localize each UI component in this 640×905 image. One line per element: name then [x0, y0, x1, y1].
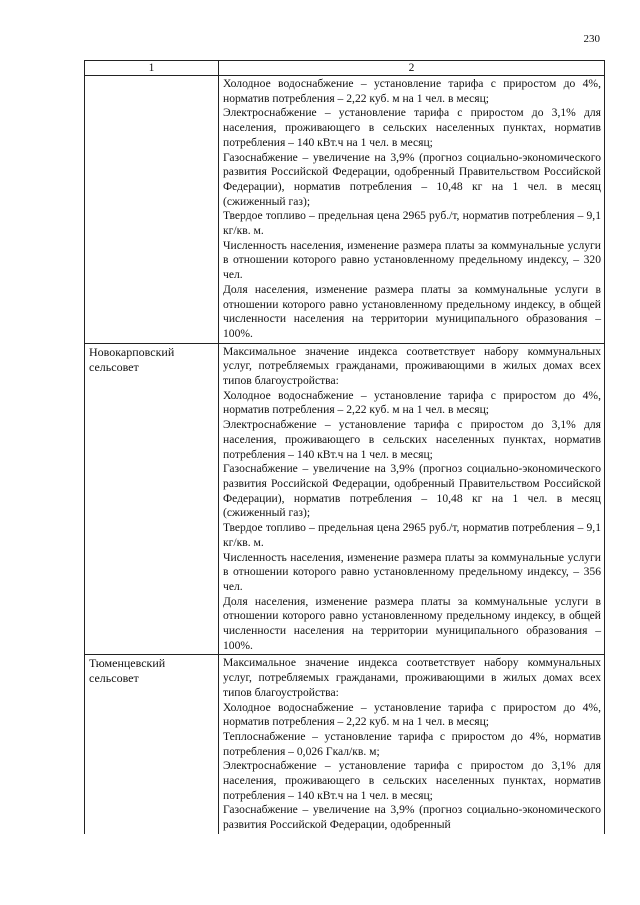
paragraph: Доля населения, изменение размера платы за коммунальные услуги в отношении которого равно установленному предельному индексу, в общей численности населения на территории муниципального образования – 100%.: [223, 282, 601, 340]
tariff-table: [84, 60, 605, 834]
paragraph: Газоснабжение – увеличение на 3,9% (прогноз социально-экономического развития Российской Федерации, одобренный Правительством Российской Федерации), норматив потребления – 10,48 кг на 1 чел. в месяц (сжиженный газ);: [223, 150, 601, 208]
indicator-description: [219, 76, 605, 344]
paragraph: Газоснабжение – увеличение на 3,9% (прогноз социально-экономического развития Российской Федерации, одобренный Правительством Российской Федерации), норматив потребления – 10,48 кг на 1 чел. в месяц (сжиженный газ);: [223, 462, 601, 520]
table-row: [85, 343, 605, 655]
paragraph: Теплоснабжение – установление тарифа с приростом до 4%, норматив потребления – 0,026 Гкал/кв. м;: [223, 729, 601, 758]
table-row: [85, 76, 605, 344]
paragraph: Максимальное значение индекса соответствует набору коммунальных услуг, потребляемых гражданами, проживающими в жилых домах всех типов благоустройства:: [223, 344, 601, 388]
municipality-name: [85, 76, 219, 344]
paragraph: Максимальное значение индекса соответствует набору коммунальных услуг, потребляемых гражданами, проживающими в жилых домах всех типов благоустройства:: [223, 656, 601, 699]
paragraph: Твердое топливо – предельная цена 2965 руб./т, норматив потребления – 9,1 кг/кв. м.: [223, 521, 601, 549]
table-header-row: [85, 61, 605, 76]
paragraph: Доля населения, изменение размера платы за коммунальные услуги в отношении которого равно установленному предельному индексу, в общей численности населения на территории муниципального образования – 100%.: [223, 594, 601, 652]
column-header-1: 1: [85, 61, 219, 76]
paragraph: Электроснабжение – установление тарифа с приростом до 3,1% для населения, проживающего в сельских населенных пунктах, норматив потребления – 140 кВт.ч на 1 чел. в месяц;: [223, 418, 601, 461]
indicator-description: [219, 655, 605, 834]
paragraph: Холодное водоснабжение – установление тарифа с приростом до 4%, норматив потребления – 2,22 куб. м на 1 чел. в месяц;: [223, 77, 601, 105]
indicator-description: [219, 343, 605, 655]
paragraph: Численность населения, изменение размера платы за коммунальные услуги в отношении которого равно установленному предельному индексу, – 320 чел.: [223, 238, 601, 282]
municipality-name: Новокарповский сельсовет: [85, 343, 219, 655]
table-row: [85, 655, 605, 834]
paragraph: Электроснабжение – установление тарифа с приростом до 3,1% для населения, проживающего в сельских населенных пунктах, норматив потребления – 140 кВт.ч на 1 чел. в месяц;: [223, 106, 601, 149]
paragraph: Электроснабжение – установление тарифа с приростом до 3,1% для населения, проживающего в сельских населенных пунктах, норматив потребления – 140 кВт.ч на 1 чел. в месяц;: [223, 759, 601, 802]
municipality-name: Тюменцевский сельсовет: [85, 655, 219, 834]
page-number: 230: [583, 33, 600, 45]
paragraph: Численность населения, изменение размера платы за коммунальные услуги в отношении которого равно установленному предельному индексу, – 356 чел.: [223, 550, 601, 593]
paragraph: Холодное водоснабжение – установление тарифа с приростом до 4%, норматив потребления – 2,22 куб. м на 1 чел. в месяц;: [223, 388, 601, 417]
paragraph: Твердое топливо – предельная цена 2965 руб./т, норматив потребления – 9,1 кг/кв. м.: [223, 209, 601, 238]
column-header-2: 2: [219, 61, 605, 76]
paragraph: Газоснабжение – увеличение на 3,9% (прогноз социально-экономического развития Российской Федерации, одобренный: [223, 803, 601, 832]
paragraph: Холодное водоснабжение – установление тарифа с приростом до 4%, норматив потребления – 2,22 куб. м на 1 чел. в месяц;: [223, 700, 601, 729]
